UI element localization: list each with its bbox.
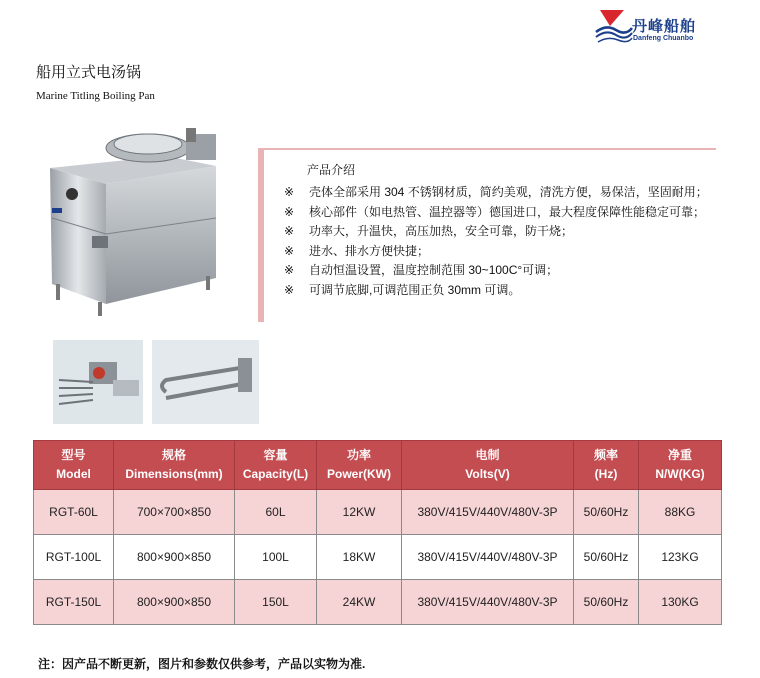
thermostat-thumbnail xyxy=(53,340,143,424)
cell-capacity: 60L xyxy=(235,490,317,535)
list-item xyxy=(284,281,708,301)
column-header-volts: 电制 Volts(V) xyxy=(402,441,574,490)
cell-volts: 380V/415V/440V/480V-3P xyxy=(402,535,574,580)
table-row xyxy=(34,490,722,535)
page-title-cn: 船用立式电汤锅 xyxy=(36,64,142,81)
column-header-frequency: 频率 (Hz) xyxy=(574,441,639,490)
cell-dimensions: 700×700×850 xyxy=(114,490,235,535)
cell-model: RGT-60L xyxy=(34,490,114,535)
intro-title: 产品介绍 xyxy=(307,163,356,177)
logo-name-cn: 丹峰船舶 xyxy=(632,18,697,35)
bullet-mark: ※ xyxy=(284,243,295,258)
cell-power: 12KW xyxy=(317,490,402,535)
bullet-mark: ※ xyxy=(284,185,295,199)
cell-frequency: 50/60Hz xyxy=(574,535,639,580)
feature-text: 可调节底脚,可调范围正负 30mm 可调。 xyxy=(309,282,521,297)
cell-capacity: 150L xyxy=(235,580,317,625)
column-header-model: 型号 Model xyxy=(34,441,114,490)
page-title-en: Marine Titling Boiling Pan xyxy=(36,90,155,102)
list-item xyxy=(284,203,708,223)
logo-emblem-icon xyxy=(594,6,634,46)
column-header-capacity: 容量 Capacity(L) xyxy=(235,441,317,490)
cell-dimensions: 800×900×850 xyxy=(114,580,235,625)
feature-text: 自动恒温设置，温度控制范围 30~100C°可调； xyxy=(309,263,559,277)
spec-table xyxy=(33,440,722,625)
cell-volts: 380V/415V/440V/480V-3P xyxy=(402,580,574,625)
column-header-power: 功率 Power(KW) xyxy=(317,441,402,490)
cell-weight: 88KG xyxy=(639,490,722,535)
column-header-dimensions: 规格 Dimensions(mm) xyxy=(114,441,235,490)
feature-text: 进水、排水方便快捷； xyxy=(309,243,430,258)
feature-text: 核心部件（如电热管、温控器等）德国进口，最大程度保障性能稳定可靠； xyxy=(309,204,706,219)
bullet-mark: ※ xyxy=(284,204,295,219)
bullet-mark: ※ xyxy=(284,224,295,238)
intro-feature-list xyxy=(284,183,708,300)
table-header-row xyxy=(34,441,722,490)
table-row xyxy=(34,580,722,625)
bullet-mark: ※ xyxy=(284,282,295,297)
cell-weight: 123KG xyxy=(639,535,722,580)
list-item xyxy=(284,222,708,242)
cell-frequency: 50/60Hz xyxy=(574,580,639,625)
cell-weight: 130KG xyxy=(639,580,722,625)
heating-element-thumbnail xyxy=(152,340,259,424)
list-item xyxy=(284,183,708,203)
product-intro-panel xyxy=(258,148,716,322)
feature-text: 功率大，升温快，高压加热，安全可靠，防干烧； xyxy=(309,224,574,238)
cell-dimensions: 800×900×850 xyxy=(114,535,235,580)
table-row xyxy=(34,535,722,580)
cell-capacity: 100L xyxy=(235,535,317,580)
list-item xyxy=(284,261,708,281)
bullet-mark: ※ xyxy=(284,263,295,277)
company-logo xyxy=(594,6,714,46)
cell-model: RGT-150L xyxy=(34,580,114,625)
logo-name-en: Danfeng Chuanbo xyxy=(633,35,694,42)
cell-frequency: 50/60Hz xyxy=(574,490,639,535)
cell-volts: 380V/415V/440V/480V-3P xyxy=(402,490,574,535)
list-item xyxy=(284,242,708,262)
cell-model: RGT-100L xyxy=(34,535,114,580)
boiling-pan-image xyxy=(36,118,226,318)
cell-power: 24KW xyxy=(317,580,402,625)
column-header-weight: 净重 N/W(KG) xyxy=(639,441,722,490)
feature-text: 壳体全部采用 304 不锈钢材质，简约美观，清洗方便，易保洁，坚固耐用； xyxy=(309,185,708,199)
footnote: 注：因产品不断更新，图片和参数仅供参考，产品以实物为准. xyxy=(38,657,366,671)
cell-power: 18KW xyxy=(317,535,402,580)
